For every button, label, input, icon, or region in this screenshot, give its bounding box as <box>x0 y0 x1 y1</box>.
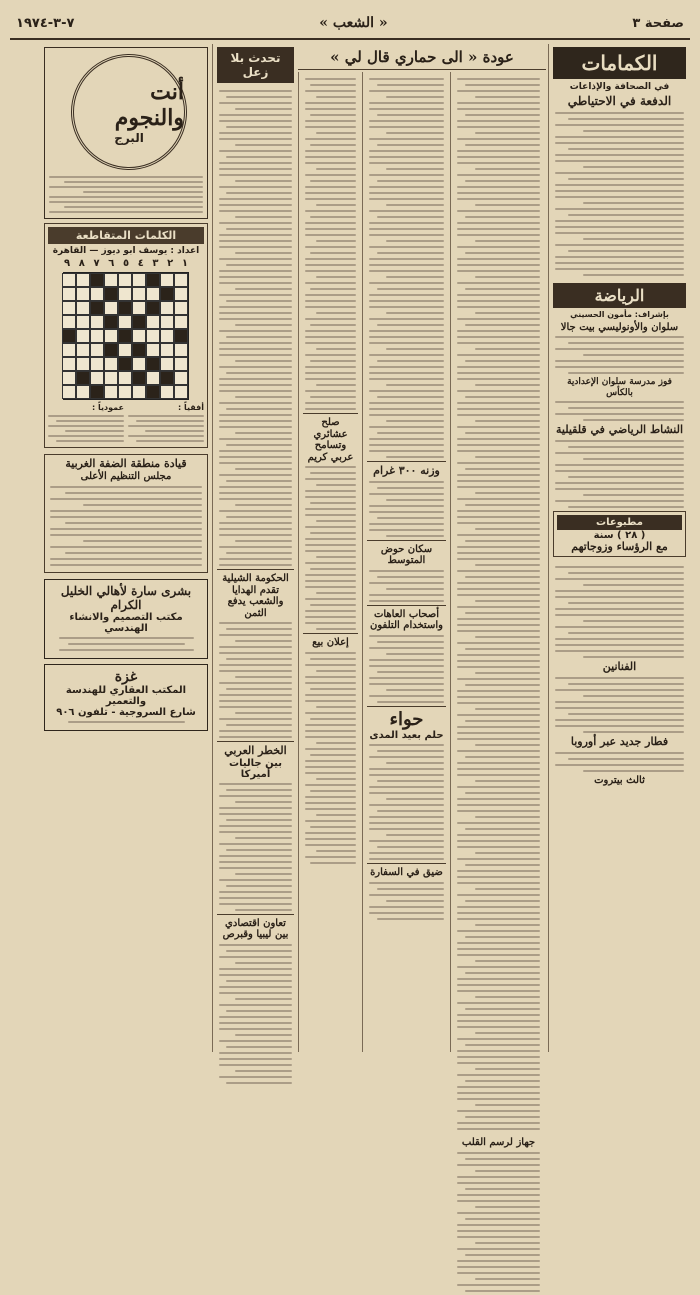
opinion-column-title: تحدث بلا زعل <box>217 47 294 83</box>
crossword-cell <box>62 357 76 371</box>
crossword-cell <box>62 329 76 343</box>
crossword-number: ٣ <box>152 258 159 269</box>
crossword-cell <box>132 343 146 357</box>
zodiac-wheel-icon <box>71 54 187 170</box>
ad-company-2: المكتب العقاري للهندسة والتعمير <box>65 684 187 707</box>
disabled-phone-body <box>367 632 446 706</box>
column-2 <box>450 72 546 1148</box>
issue-date: ٧-٣-١٩٧٤ <box>16 15 75 31</box>
crossword-cell <box>62 343 76 357</box>
column-5 <box>212 44 298 1052</box>
crossword-cell <box>146 315 160 329</box>
crossword-cell <box>76 385 90 399</box>
sports-body <box>553 333 686 377</box>
crossword-cell <box>132 287 146 301</box>
mediterranean-body <box>367 567 446 605</box>
horoscope-title: أنت والنجوم <box>114 79 184 131</box>
crossword-cell <box>76 343 90 357</box>
crossword-cell <box>118 385 132 399</box>
arab-danger-headline: الخطر العربي <box>217 741 294 758</box>
crossword-cell <box>174 301 188 315</box>
crossword-cell <box>146 371 160 385</box>
crossword-cell <box>62 273 76 287</box>
reconciliation-headline: صلح عشائري وتسامح عربي كريم <box>303 413 358 463</box>
disabled-phone-headline: أصحاب العاهات واستخدام التلفون <box>367 605 446 632</box>
crossword-cell <box>146 329 160 343</box>
crossword-cell <box>174 371 188 385</box>
crossword-cell <box>160 385 174 399</box>
crossword-cell <box>104 343 118 357</box>
arab-danger-subheadline: بين جاليات أميركا <box>229 757 282 780</box>
paper-name: « الشعب » <box>319 15 388 31</box>
crossword-cell <box>90 301 104 315</box>
crossword-cell <box>132 273 146 287</box>
crossword-cell <box>104 329 118 343</box>
crossword-cell <box>174 343 188 357</box>
crossword-cell <box>104 371 118 385</box>
crossword-cell <box>104 301 118 315</box>
crossword-cell <box>104 287 118 301</box>
crossword-cell <box>90 315 104 329</box>
horoscope-list <box>49 176 203 213</box>
crossword-cell <box>174 385 188 399</box>
book-review-count: ( ٢٨ ) سنة <box>593 529 646 541</box>
sports-headline-2: النشاط الرياضي في قلقيلية <box>555 422 684 436</box>
sports-headline: سلوان والأونوليسي بيت جالا <box>560 321 679 333</box>
crossword-cell <box>90 329 104 343</box>
ad-city: غزة <box>114 668 138 685</box>
crossword-cell <box>62 315 76 329</box>
opinion-body <box>217 87 294 569</box>
crossword-cell <box>160 343 174 357</box>
crossword-cell <box>160 301 174 315</box>
mediterranean-headline: سكان حوض المتوسط <box>367 540 446 567</box>
crossword-cell <box>90 343 104 357</box>
book-review-body <box>553 563 686 661</box>
crossword-cell <box>174 287 188 301</box>
crossword-cell <box>104 385 118 399</box>
article-body <box>553 109 686 279</box>
crossword-cell <box>160 357 174 371</box>
crossword-cell <box>174 329 188 343</box>
crossword-cell <box>132 301 146 315</box>
crossword-cell <box>118 357 132 371</box>
ad-headline: بشرى سارة لأهالي الخليل الكرام <box>60 583 192 612</box>
chile-headline: الحكومة الشيلية تقدم الهدايا والشعب يدفع الثمن <box>217 569 294 619</box>
real-estate-ad <box>44 664 208 731</box>
crossword-cell <box>118 343 132 357</box>
crossword-cell <box>132 315 146 329</box>
crossword-number: ٨ <box>78 258 85 269</box>
crossword-number: ٦ <box>108 258 115 269</box>
embassy-headline: ضيق في السفارة <box>367 863 446 879</box>
crossword-cell <box>90 287 104 301</box>
clues-down-heading: عمودياً : <box>92 403 124 412</box>
ad-company: مكتب التصميم والانشاء الهندسي <box>69 611 183 634</box>
sports-section-editor: بإشراف: مأمون الحسيني <box>570 309 669 319</box>
crossword-author: اعداد : يوسف ابو ديوز — القاهرة <box>52 246 200 256</box>
crossword-cell <box>146 385 160 399</box>
crossword-cell <box>76 287 90 301</box>
crossword-column-numbers <box>48 258 204 269</box>
artists-body <box>553 674 686 736</box>
crossword-cell <box>104 357 118 371</box>
crossword-number: ٢ <box>167 258 174 269</box>
feature-body-1 <box>455 75 542 1133</box>
crossword-cell <box>76 357 90 371</box>
beirut-headline: ثالث بيتروت <box>594 774 645 786</box>
eve-column-title: حواء <box>367 706 446 731</box>
crossword-cell <box>62 287 76 301</box>
crossword-cell <box>76 329 90 343</box>
crossword-cell <box>90 371 104 385</box>
sports-subheadline: فوز مدرسة سلوان الإعدادية بالكأس <box>567 377 672 398</box>
section-banner-subtitle: في الصحافة والإذاعات <box>569 82 670 92</box>
crossword-cell <box>90 273 104 287</box>
horoscope-box <box>44 47 208 219</box>
crossword-title: الكلمات المتقاطعة <box>48 227 204 244</box>
crossword-number: ١ <box>181 258 188 269</box>
feature-body-2 <box>367 75 446 461</box>
sports-section-banner: الرياضة <box>553 283 686 308</box>
book-review-title: مع الرؤساء وزوجاتهم <box>571 539 668 553</box>
crossword-cell <box>76 315 90 329</box>
eve-body <box>367 741 446 863</box>
section-banner-title: الكمامات <box>553 47 686 79</box>
crossword-grid <box>63 272 189 400</box>
weight-headline: وزنه ٣٠٠ غرام <box>367 461 446 478</box>
eve-headline: حلم بعيد المدى <box>369 730 444 742</box>
crossword-cell <box>132 385 146 399</box>
crossword-cell <box>90 385 104 399</box>
crossword-cell <box>118 371 132 385</box>
weight-body <box>367 478 446 540</box>
masthead <box>10 8 690 40</box>
crossword-cell <box>118 273 132 287</box>
crossword-cell <box>104 273 118 287</box>
arab-danger-body <box>217 780 294 914</box>
column-3 <box>362 72 450 1052</box>
crossword-cell <box>174 273 188 287</box>
notice-body <box>48 483 204 569</box>
crossword-cell <box>132 371 146 385</box>
crossword-cell <box>90 357 104 371</box>
book-review-tag: مطبوعات <box>557 515 682 530</box>
ecg-headline: جهاز لرسم القلب <box>461 1137 536 1148</box>
notice-title: قيادة منطقة الضفة الغربية <box>65 457 187 471</box>
ad-phone: شارع السروجية - تلفون ٩٠٦ <box>56 706 196 718</box>
crossword-number: ٥ <box>122 258 130 269</box>
reconciliation-body <box>303 463 358 633</box>
crossword-cell <box>146 343 160 357</box>
crossword-cell <box>76 301 90 315</box>
crossword-cell <box>118 301 132 315</box>
notice-subtitle: مجلس التنظيم الأعلى <box>80 471 172 483</box>
crossword-cell <box>104 315 118 329</box>
sports-body-3 <box>553 437 686 511</box>
crossword-cell <box>160 315 174 329</box>
book-review-box <box>553 511 686 558</box>
crossword-cell <box>160 371 174 385</box>
column-left <box>40 44 212 1052</box>
crossword-cell <box>62 301 76 315</box>
crossword-cell <box>118 329 132 343</box>
column-4 <box>298 72 362 1052</box>
crossword-cell <box>160 329 174 343</box>
crossword-number: ٩ <box>64 258 71 269</box>
crossword-cell <box>146 301 160 315</box>
crossword-cell <box>146 357 160 371</box>
crossword-number: ٧ <box>93 258 100 269</box>
embassy-body <box>367 879 446 923</box>
crossword-cell <box>132 329 146 343</box>
crossword-cell <box>118 315 132 329</box>
horoscope-subtitle: البرج <box>114 131 144 145</box>
artists-headline: الفنانين <box>602 660 637 674</box>
crossword-cell <box>118 287 132 301</box>
crossword-cell <box>174 315 188 329</box>
sale-notice-headline: إعلان بيع <box>303 633 358 649</box>
engineering-office-ad <box>44 579 208 659</box>
libya-cyprus-headline: تعاون اقتصادي بين ليبيا وقبرص <box>217 914 294 941</box>
crossword-cell <box>76 273 90 287</box>
crossword-number: ٤ <box>137 258 144 269</box>
train-headline: فطار جديد عبر أوروبا <box>570 734 669 748</box>
crossword-cell <box>160 287 174 301</box>
crossword-cell <box>76 371 90 385</box>
clues-across-heading: أفقياً : <box>178 403 204 412</box>
feature-body-3 <box>303 75 358 413</box>
libya-cyprus-body <box>217 941 294 1087</box>
crossword-cell <box>146 273 160 287</box>
article-headline: الدفعة في الاحتياطي <box>567 94 672 108</box>
crossword-cell <box>62 385 76 399</box>
sale-notice-body <box>303 649 358 867</box>
column-right <box>548 44 690 1052</box>
official-notice <box>44 454 208 572</box>
crossword-cell <box>174 357 188 371</box>
crossword-clues <box>48 403 204 444</box>
crossword-cell <box>62 371 76 385</box>
crossword-box <box>44 223 208 448</box>
train-body <box>553 749 686 775</box>
ecg-body <box>455 1149 542 1295</box>
feature-title: عودة « الى حماري قال لي » <box>298 44 546 70</box>
crossword-cell <box>160 273 174 287</box>
crossword-cell <box>132 357 146 371</box>
sports-body-2 <box>553 398 686 424</box>
crossword-cell <box>146 287 160 301</box>
chile-body <box>217 619 294 741</box>
page-label: صفحة ٣ <box>632 15 684 31</box>
